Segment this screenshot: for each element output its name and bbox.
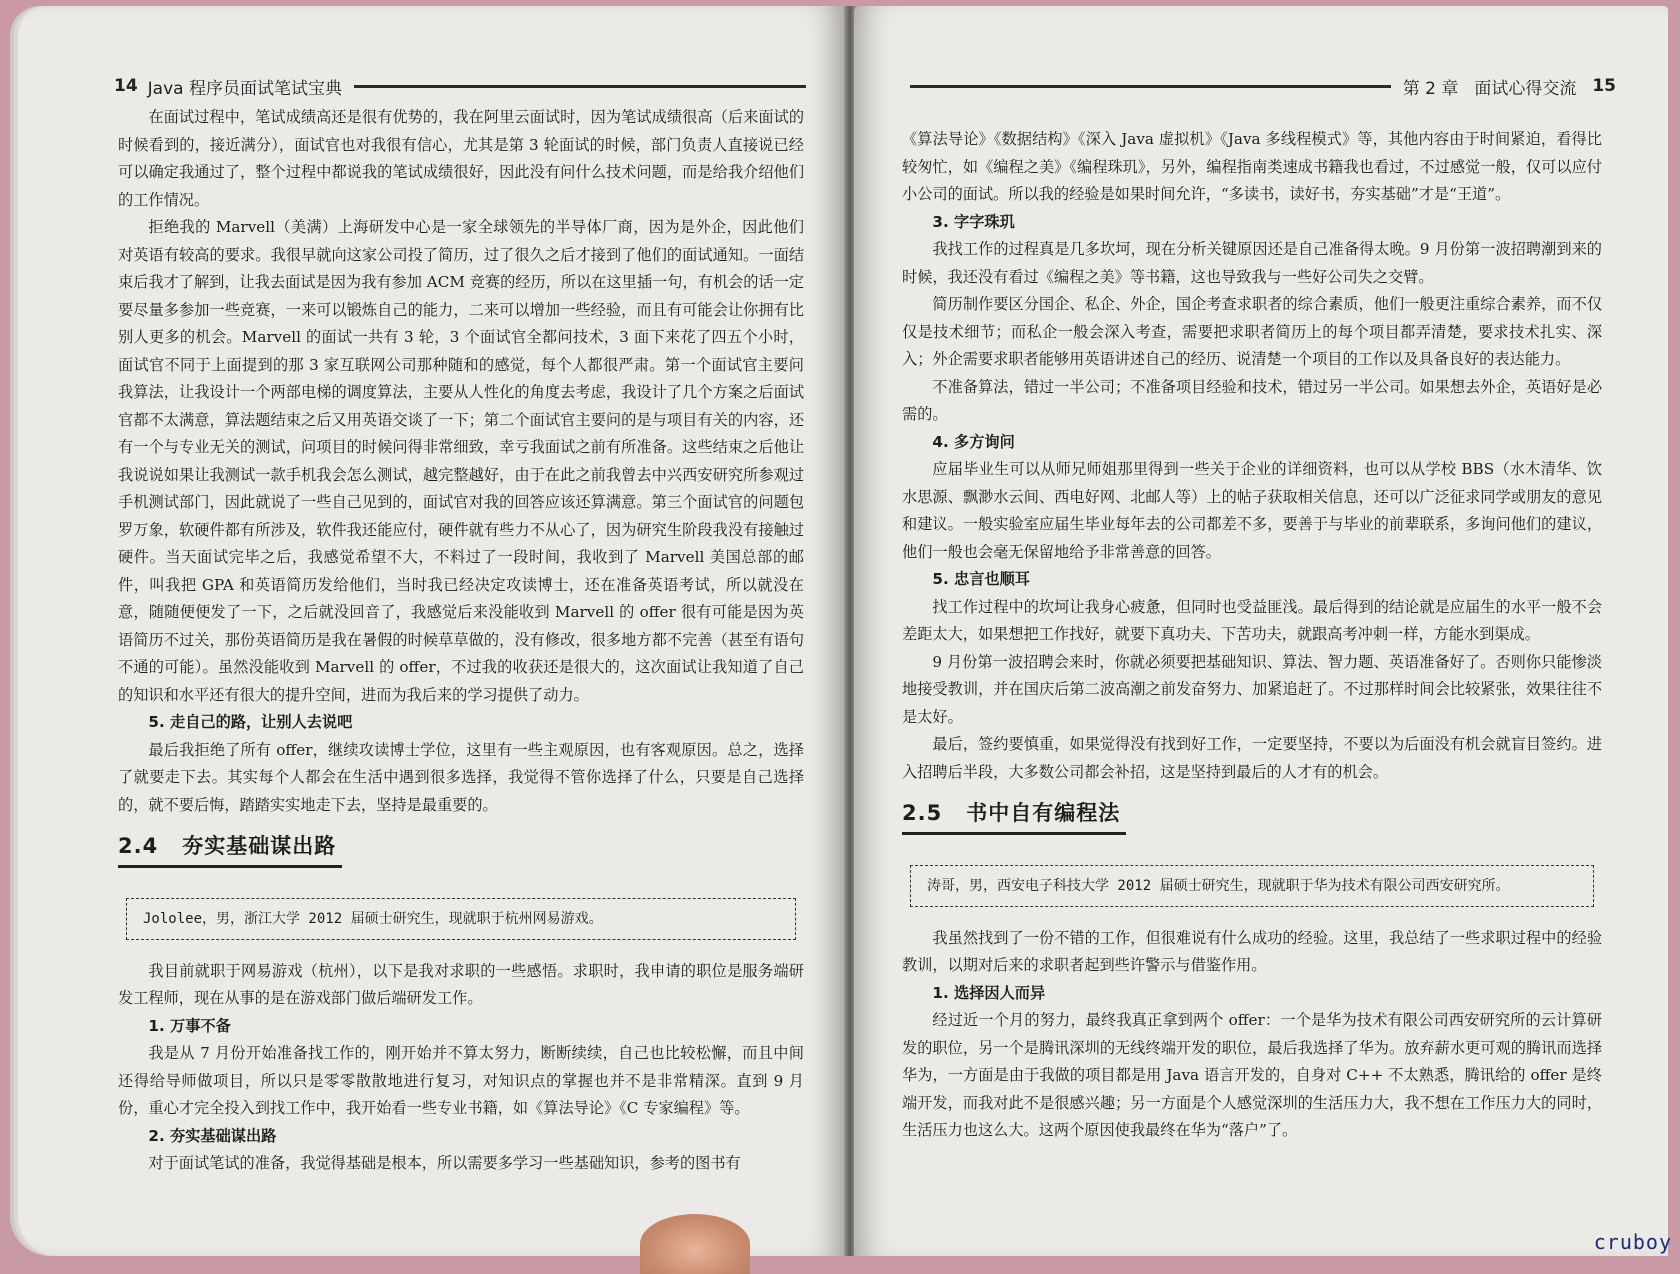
paragraph: 我虽然找到了一份不错的工作，但很难说有什么成功的经验。这里，我总结了一些求职过程中的经验教训，以期对后来的求职者起到些许警示与借鉴作用。 [902,928,1602,974]
subheading: 5. 走自己的路，让别人去说吧 [148,713,353,731]
left-page [18,6,846,1256]
paragraph: 经过近一个月的努力，最终我真正拿到两个 offer：一个是华为技术有限公司西安研究所的云计算研发的职位，另一个是腾讯深圳的无线终端开发的职位，最后我选择了华为。放弃薪水更可观的腾讯而选择华为，一方面是由于我做的项目都是用 Java 语言开发的，自身对 C++ 不太熟悉，腾讯给的 offer 是终端开发，而我对此不是很感兴趣；另一方面是个人感觉深圳的生活压力大，我不想在工作压力大的同时，生活压力也这么大。这两个原因使我最终在华为“落户”了。 [902,1011,1602,1139]
paragraph: 最后我拒绝了所有 offer，继续攻读博士学位，这里有一些主观原因，也有客观原因。总之，选择了就要走下去。其实每个人都会在生活中遇到很多选择，我觉得不管你选择了什么，只要是自己选择的，就不要后悔，踏踏实实地走下去，坚持是最重要的。 [118,740,804,814]
subheading: 1. 选择因人而异 [932,983,1046,1002]
subheading: 2. 夯实基础谋出路 [148,1126,277,1145]
section-number: 2.4 [118,834,159,858]
right-body [902,126,1602,1145]
author-profile-box: Jololee，男，浙江大学 2012 届硕士研究生，现就职于杭州网易游戏。 [126,898,796,940]
right-page [854,6,1668,1256]
section-number: 2.5 [902,801,943,825]
section-heading-2-4 [118,833,342,868]
section-heading-2-5 [902,800,1126,835]
header-rule [354,85,806,88]
paragraph: 《算法导论》《数据结构》《深入 Java 虚拟机》《Java 多线程模式》等，其他内容由于时间紧迫，看得比较匆忙，如《编程之美》《编程珠玑》，另外，编程指南类速成书籍我也看过，不过感觉一般，仅可以应付小公司的面试。所以我的经验是如果时间允许，“多读书，读好书，夯实基础”才是“王道”。 [902,130,1602,203]
paragraph: 在面试过程中，笔试成绩高还是很有优势的，我在阿里云面试时，因为笔试成绩很高（后来面试的时候看到的，接近满分），面试官也对我很有信心，尤其是第 3 轮面试的时候，部门负责人直接说已经可以确定我通过了，整个过程中都说我的笔试成绩很好，因此没有问什么技术问题，而是给我介绍他们的工作情况。 [118,108,804,209]
chapter-title: 面试心得交流 [1474,78,1577,99]
section-title: 书中自有编程法 [966,801,1121,825]
thumb-in-frame [640,1214,750,1274]
paragraph: 我找工作的过程真是几多坎坷，现在分析关键原因还是自己准备得太晚。9 月份第一波招聘潮到来的时候，我还没有看过《编程之美》等书籍，这也导致我与一些好公司失之交臂。 [902,240,1602,286]
subheading: 4. 多方询问 [932,432,1015,451]
paragraph: 拒绝我的 Marvell（美满）上海研发中心是一家全球领先的半导体厂商，因为是外企，因此他们对英语有较高的要求。我很早就向这家公司投了简历，过了很久之后才接到了他们的面试通知。一面结束后我才了解到，让我去面试是因为我有参加 ACM 竞赛的经历，所以在这里插一句，有机会的话一定要尽量多参加一些竞赛，一来可以锻炼自己的能力，二来可以增加一些经验，而且有可能会让你拥有比别人更多的机会。Marvell 的面试一共有 3 轮，3 个面试官全都问技术，3 面下来花了四五个小时，面试官不同于上面提到的那 3 家互联网公司那种随和的感觉，每个人都很严肃。第一个面试官主要问我算法，让我设计一个两部电梯的调度算法，主要从人性化的角度去考虑，我设计了几个方案之后面试官都不太满意，算法题结束之后又用英语交谈了一下；第二个面试官主要问的是与项目有关的内容，还有一个与专业无关的测试，问项目的时候问得非常细致，幸亏我面试之前有所准备。这些结束之后他让我说说如果让我测试一款手机我会怎么测试，越完整越好，由于在此之前我曾去中兴西安研究所参观过手机测试部门，因此就说了一些自己见到的，面试官对我的回答应该还算满意。第三个面试官的问题包罗万象，软硬件都有所涉及，软件我还能应付，硬件就有些力不从心了，因为研究生阶段我没有接触过硬件。当天面试完毕之后，我感觉希望不大，不料过了一段时间，我收到了 Marvell 美国总部的邮件，叫我把 GPA 和英语简历发给他们，当时我已经决定攻读博士，还在准备英语考试，所以就没在意，随随便便发了一下，之后就没回音了，我感觉后来没能收到 Marvell 的 offer 很有可能是因为英语简历不过关，那份英语简历是我在暑假的时候草草做的，没有修改，很多地方都不完善（甚至有语句不通的可能）。虽然没能收到 Marvell 的 offer，不过我的收获还是很大的，这次面试让我知道了自己的知识和水平还有很大的提升空间，进而为我后来的学习提供了动力。 [118,218,804,704]
author-profile-box: 涛哥，男，西安电子科技大学 2012 届硕士研究生，现就职于华为技术有限公司西安研究所。 [910,865,1594,907]
header-rule [910,85,1391,88]
paragraph: 9 月份第一波招聘会来时，你就必须要把基础知识、算法、智力题、英语准备好了。否则你只能惨淡地接受教训，并在国庆后第二波高潮之前发奋努力、加紧追赶了。不过那样时间会比较紧张，效果往往不是太好。 [902,652,1602,726]
section-title: 夯实基础谋出路 [182,834,337,858]
paragraph: 应届毕业生可以从师兄师姐那里得到一些关于企业的详细资料，也可以从学校 BBS（水木清华、饮水思源、飘渺水云间、西电好网、北邮人等）上的帖子获取相关信息，还可以广泛征求同学或朋友的意见和建议。一般实验室应届生毕业每年去的公司都差不多，要善于与毕业的前辈联系，多询问他们的建议，他们一般也会毫无保留地给予非常善意的回答。 [902,460,1602,561]
paragraph: 最后，签约要慎重，如果觉得没有找到好工作，一定要坚持，不要以为后面没有机会就盲目签约。进入招聘后半段，大多数公司都会补招，这是坚持到最后的人才有的机会。 [902,735,1602,781]
paragraph: 简历制作要区分国企、私企、外企，国企考查求职者的综合素质，他们一般更注重综合素养，而不仅仅是技术细节；而私企一般会深入考查，需要把求职者简历上的每个项目都弄清楚，要求技术扎实、深入；外企需要求职者能够用英语讲述自己的经历、说清楚一个项目的工作以及具备良好的表达能力。 [902,295,1602,368]
paragraph: 不准备算法，错过一半公司；不准备项目经验和技术，错过另一半公司。如果想去外企，英语好是必需的。 [902,377,1602,423]
right-header [898,72,1616,100]
left-page-number: 14 [114,76,138,96]
right-page-number: 15 [1592,76,1616,96]
paragraph: 我目前就职于网易游戏（杭州），以下是我对求职的一些感悟。求职时，我申请的职位是服务端研发工程师，现在从事的是在游戏部门做后端研发工作。 [118,961,804,1007]
chapter-label: 第 2 章 [1402,78,1459,99]
paragraph: 对于面试笔试的准备，我觉得基础是根本，所以需要多学习一些基础知识，参考的图书有 [148,1154,741,1172]
watermark: cruboy [1593,1230,1672,1254]
book-spread [18,6,1668,1256]
subheading: 1. 万事不备 [148,1016,231,1035]
paragraph: 找工作过程中的坎坷让我身心疲惫，但同时也受益匪浅。最后得到的结论就是应届生的水平一般不会差距太大，如果想把工作找好，就要下真功夫、下苦功夫，就跟高考冲刺一样，方能水到渠成。 [902,597,1602,643]
paragraph: 我是从 7 月份开始准备找工作的，刚开始并不算太努力，断断续续，自己也比较松懈，而且中间还得给导师做项目，所以只是零零散散地进行复习，对知识点的掌握也并不是非常精深。直到 9 月份，重心才完全投入到找工作中，我开始看一些专业书籍，如《算法导论》《C 专家编程》等。 [118,1044,804,1117]
subheading: 3. 字字珠玑 [932,212,1015,231]
left-header [114,72,818,100]
running-title: Java 程序员面试笔试宝典 [147,78,342,99]
subheading: 5. 忠言也顺耳 [932,570,1030,588]
left-body [118,104,804,1178]
